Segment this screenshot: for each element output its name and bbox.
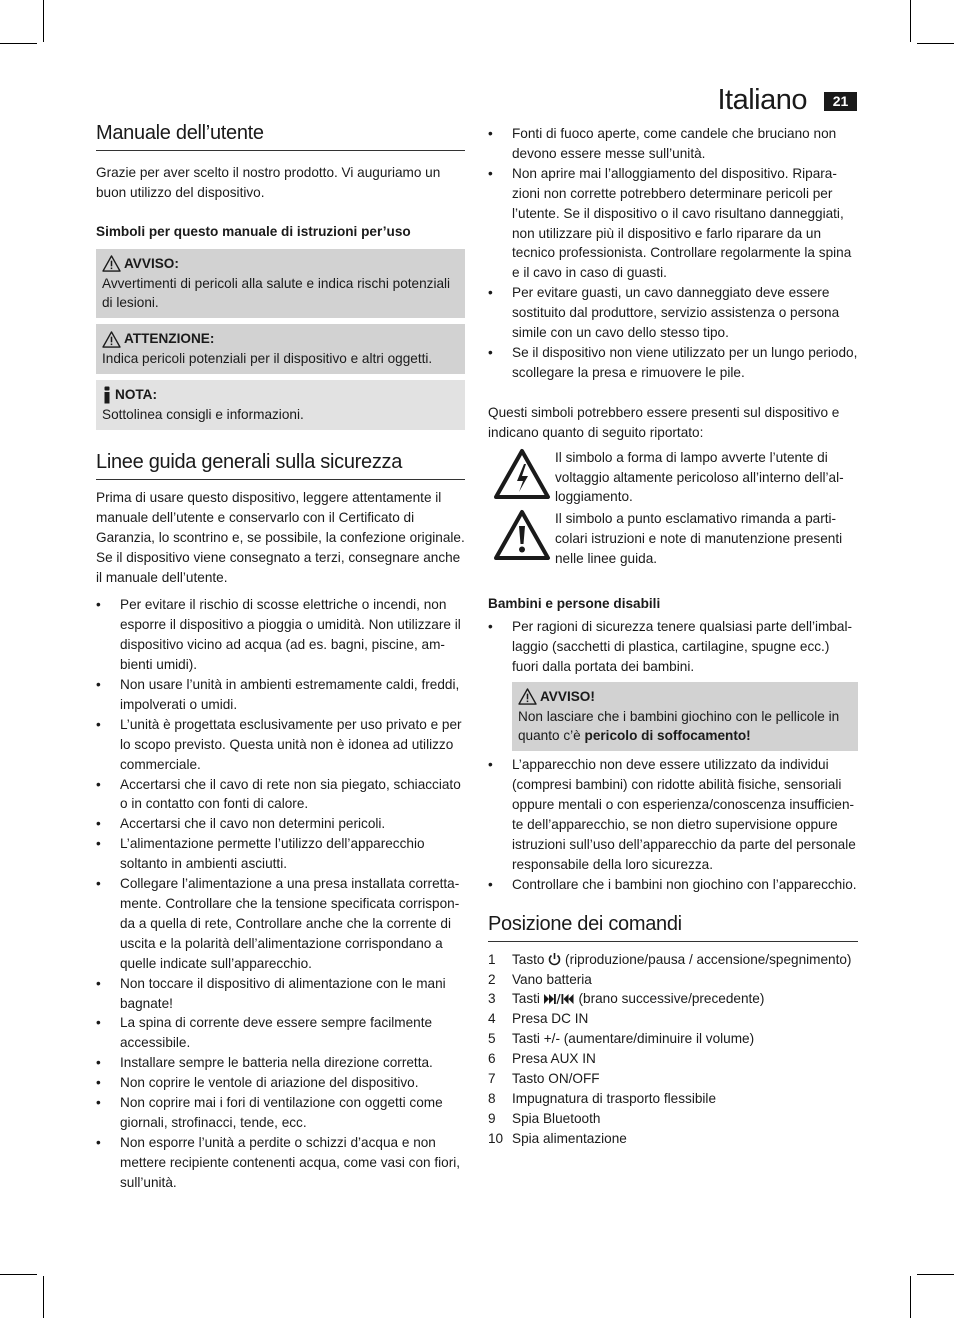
safety-list-continued: [488, 124, 858, 383]
warning-triangle-icon: [102, 331, 121, 348]
list-item: [488, 1089, 858, 1109]
warning-triangle-icon: [518, 688, 537, 705]
notice-text: [518, 707, 852, 747]
list-item: • L’apparecchio non deve essere utilizzato da individui (compresi bambini) con ridotte abilità fisiche, sensoriali oppure mentali o con esperienza/conoscenza insufficien-te dell’apparecchio, se non dietro supervisione oppure istruzioni sull’uso dell’apparecchio da parte del personale responsabile della loro sicurezza.: [488, 755, 858, 874]
children-heading: Bambini e persone disabili: [488, 596, 661, 612]
list-item: [488, 1069, 858, 1089]
notice-text-part: Non lasciare che i bambini giochino con le pellicole in quanto c’è: [518, 708, 840, 744]
crop-mark: [917, 43, 954, 44]
language-title: Italiano: [717, 84, 807, 116]
notice-avviso-children: [512, 682, 858, 752]
list-item: • Non coprire mai i fori di ventilazione con oggetti come giornali, strofinacci, tende, ecc.: [96, 1093, 465, 1133]
info-icon: [102, 386, 112, 404]
skip-next-prev-icon: [544, 993, 575, 1005]
list-item: • L’alimentazione permette l’utilizzo dell’apparecchio soltanto in ambienti asciutti.: [96, 834, 465, 874]
notice-title: [102, 254, 459, 274]
notice-title: [102, 385, 459, 405]
item-text-part: Tasti: [512, 991, 544, 1007]
crop-mark: [43, 1276, 44, 1318]
notice-title-text: ATTENZIONE:: [124, 331, 215, 347]
list-item: [488, 989, 858, 1009]
left-column: [96, 124, 465, 1193]
item-text: [512, 950, 851, 970]
notice-title: [102, 329, 459, 349]
item-number: 10: [488, 1130, 504, 1146]
symbols-intro: Questi simboli potrebbero essere presenti sul dispositivo e indicano quanto di seguito riportato:: [488, 404, 840, 440]
safety-heading: Linee guida generali sulla sicurezza: [96, 453, 465, 480]
item-number: 3: [488, 991, 496, 1007]
safety-list: [96, 595, 465, 1192]
list-item: • Non esporre l’unità a perdite o schizzi d’acqua e non mettere recipiente contenenti acqua, come vasi con fiori, sull’unità.: [96, 1133, 465, 1193]
children-list: [488, 617, 858, 677]
list-item: • La spina di corrente deve essere sempre facilmente accessibile.: [96, 1013, 465, 1053]
item-number: 4: [488, 1011, 496, 1027]
item-text-part: (brano successive/precedente): [574, 991, 765, 1007]
notice-avviso: [96, 249, 465, 319]
item-text: Vano batteria: [512, 971, 592, 987]
exclamation-triangle-icon: [493, 509, 551, 561]
list-item: • Per evitare guasti, un cavo danneggiato deve essere sostituito dal produttore, servizio assistenza o persona simile con un cavo dello stesso tipo.: [488, 283, 858, 343]
item-number: 9: [488, 1110, 496, 1126]
symbol-row-lightning: [488, 448, 858, 508]
list-item: • Installare sempre le batteria nella direzione corretta.: [96, 1053, 465, 1073]
lightning-triangle-icon: [493, 448, 551, 500]
notice-title-text: NOTA:: [115, 387, 158, 403]
item-number: 1: [488, 951, 496, 967]
warning-triangle-icon: [102, 255, 121, 272]
list-item: [488, 950, 858, 970]
safety-intro: Prima di usare questo dispositivo, leggere attentamente il manuale dell’utente e conservarlo con il Certificato di Garanzia, lo scontrino e, se possibile, la confezione originale. Se il dispositivo viene consegnato a terzi, consegnare anche il manuale dell’utente.: [96, 489, 465, 585]
notice-title: [518, 687, 852, 707]
list-item: • Fonti di fuoco aperte, come candele che bruciano non devono essere messe sull’unità.: [488, 124, 858, 164]
list-item: • Non usare l’unità in ambienti estremamente caldi, freddi, impolverati o umidi.: [96, 675, 465, 715]
list-item: • L’unità è progettata esclusivamente per uso privato e per lo scopo previsto. Questa unità non è idonea ad utilizzo commerciale.: [96, 715, 465, 775]
item-text: Spia Bluetooth: [512, 1110, 601, 1126]
list-item: • Accertarsi che il cavo di rete non sia piegato, schiacciato o in contatto con fonti di calore.: [96, 775, 465, 815]
notice-title-text: AVVISO!: [540, 688, 595, 704]
crop-mark: [0, 1274, 37, 1275]
manual-heading: Manuale dell’utente: [96, 124, 465, 151]
list-item: [488, 970, 858, 990]
list-item: • Se il dispositivo non viene utilizzato per un lungo periodo, scollegare la presa e rimuovere le pile.: [488, 343, 858, 383]
item-number: 6: [488, 1051, 496, 1067]
list-item: • Non coprire le ventole di ariazione del dispositivo.: [96, 1073, 465, 1093]
power-icon: [548, 952, 561, 966]
notice-text: Avvertimenti di pericoli alla salute e indica rischi potenziali di lesioni.: [102, 275, 451, 311]
list-item: [488, 1029, 858, 1049]
crop-mark: [917, 1274, 954, 1275]
symbols-heading: Simboli per questo manuale di istruzioni per’uso: [96, 223, 411, 239]
notice-text-bold: pericolo di soffocamento!: [584, 728, 751, 744]
notice-title-text: AVVISO:: [124, 255, 179, 271]
item-text: Impugnatura di trasporto flessibile: [512, 1090, 717, 1106]
list-item: [488, 1109, 858, 1129]
list-item: • Controllare che i bambini non giochino con l’apparecchio.: [488, 875, 858, 895]
item-text: Presa DC IN: [512, 1011, 589, 1027]
item-text: Tasti +/- (aumentare/diminuire il volume): [512, 1031, 755, 1047]
list-item: • Non aprire mai l’alloggiamento del dispositivo. Ripara-zioni non corrette potrebbero determinare pericoli per l’utente. Se il dispositivo o il cavo risultano danneggiati, non utilizzare più il dispositivo e farlo riparare da un tecnico professionista. Controllare regolarmente la spina e il cavo in caso di guasti.: [488, 164, 858, 283]
item-number: 2: [488, 971, 496, 987]
item-text: Presa AUX IN: [512, 1051, 596, 1067]
list-item: • Per evitare il rischio di scosse elettriche o incendi, non esporre il dispositivo a pioggia o umidità. Non utilizzare il dispositivo vicino ad acqua (ad es. bagni, piscine, am-bienti umidi).: [96, 595, 465, 675]
item-text: [512, 989, 764, 1009]
notice-text: Sottolinea consigli e informazioni.: [102, 407, 304, 423]
item-number: 5: [488, 1031, 496, 1047]
controls-list: [488, 950, 858, 1149]
right-column: [488, 124, 858, 1149]
notice-attenzione: [96, 324, 465, 374]
notice-text: Indica pericoli potenziali per il dispositivo e altri oggetti.: [102, 351, 433, 367]
page-number: 21: [824, 92, 857, 111]
item-text-part: (riproduzione/pausa / accensione/spegnimento): [561, 951, 852, 967]
crop-mark: [43, 0, 44, 42]
item-number: 7: [488, 1071, 496, 1087]
list-item: [488, 1129, 858, 1149]
controls-heading: Posizione dei comandi: [488, 915, 858, 942]
list-item: [488, 1009, 858, 1029]
symbol-text: Il simbolo a punto esclamativo rimanda a parti-colari istruzioni e note di manutenzione presenti nelle linee guida.: [555, 511, 843, 567]
children-list-2: [488, 755, 858, 894]
intro-text: Grazie per aver scelto il nostro prodotto. Vi auguriamo un buon utilizzo del dispositivo.: [96, 164, 441, 200]
crop-mark: [910, 0, 911, 42]
item-text: Tasto ON/OFF: [512, 1071, 600, 1087]
list-item: • Collegare l’alimentazione a una presa installata corretta-mente. Controllare che la tensione specificata corrispon-da a quella di rete, Controllare anche che la corrente di uscita e la polarità dell’alimentazione corrispondano a quelle indicate sull’apparecchio.: [96, 874, 465, 974]
item-text-part: Tasto: [512, 951, 549, 967]
notice-nota: [96, 380, 465, 430]
item-text: Spia alimentazione: [512, 1130, 627, 1146]
crop-mark: [910, 1276, 911, 1318]
list-item: • Per ragioni di sicurezza tenere qualsiasi parte dell’imbal-laggio (sacchetti di plastica, cartilagine, spugne ecc.) fuori dalla portata dei bambini.: [488, 617, 858, 677]
symbol-text: Il simbolo a forma di lampo avverte l’utente di voltaggio altamente pericoloso all’interno dell’al-loggiamento.: [555, 449, 844, 505]
list-item: • Accertarsi che il cavo non determini pericoli.: [96, 814, 465, 834]
list-item: [488, 1049, 858, 1069]
list-item: • Non toccare il dispositivo di alimentazione con le mani bagnate!: [96, 974, 465, 1014]
symbol-row-exclamation: [488, 509, 858, 569]
item-number: 8: [488, 1090, 496, 1106]
crop-mark: [0, 43, 37, 44]
